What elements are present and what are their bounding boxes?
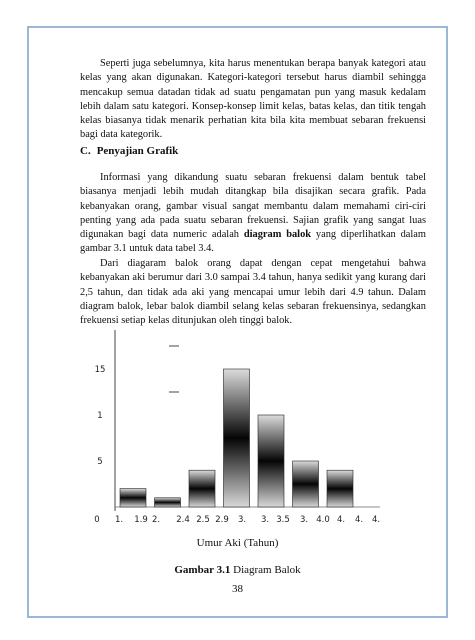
paragraph-2-text: Informasi yang dikandung suatu sebaran frekuensi dalam bentuk tabel biasanya menjadi lebih mudah ditangkap bila disajikan secara grafik. Pada kebanyakan orang, gambar visual sangat membantu dalam memahami ciri-ciri penting yang ada pada suatu sebaran frekuensi. Sajian grafik yang sangat luas digunakan bagi data numeric adalah	[80, 172, 426, 241]
x-tick-label-3: 2.	[151, 515, 161, 525]
section-title: Penyajian Grafik	[96, 145, 179, 157]
paragraph-1	[80, 57, 426, 143]
figure-caption	[0, 564, 475, 576]
paragraph-2-bold: diagram balok	[243, 229, 312, 241]
x-tick-label-5: 2.5	[196, 515, 210, 525]
bar-1.5-1.9	[120, 489, 146, 507]
figure-caption-label: Gambar 3.1	[174, 564, 231, 576]
paragraph-2-end: yang diperlihatkan dalam gambar 3.1 untuk data tabel 3.4.	[80, 229, 426, 255]
page-number: 38	[232, 583, 243, 595]
bar-2.0-2.4	[155, 498, 181, 507]
x-tick-label-13: 4.	[354, 515, 364, 525]
x-axis-title: Umur Aki (Tahun)	[196, 537, 279, 549]
paragraph-3-text: Dari diagaram balok orang dapat dengan cepat mengetahui bahwa kebanyakan aki berumur dari 3.0 sampai 3.4 tahun, hanya sedikit yang kurang dari 2,5 tahun, dan tidak ada aki yang mencapai umur lebih dari 4.9 tahun. Dalam diagram balok, lebar balok diambil selang kelas sebaran frekuensinya, sedangkan frekuensi setiap kelas ditunjukan oleh tinggi balok.	[80, 258, 426, 327]
figure-caption-text: Diagram Balok	[233, 564, 301, 576]
x-tick-label-7: 3.	[237, 515, 247, 525]
bar-4.0-4.4	[293, 461, 319, 507]
y-tick-label-2: 15	[94, 365, 106, 375]
x-tick-label-9: 3.5	[276, 515, 290, 525]
x-tick-label-0: 0	[94, 515, 100, 525]
x-tick-label-12: 4.	[336, 515, 346, 525]
paragraph-3	[80, 257, 426, 328]
paragraph-2	[80, 171, 426, 257]
x-tick-label-6: 2.9	[215, 515, 229, 525]
bar-3.0-3.4	[224, 369, 250, 507]
x-tick-label-10: 3.	[299, 515, 309, 525]
x-tick-label-8: 3.	[260, 515, 270, 525]
x-tick-label-4: 2.4	[176, 515, 190, 525]
section-heading	[80, 145, 178, 157]
bar-3.5-3.9	[258, 415, 284, 507]
y-tick-label-1: 1	[97, 411, 103, 421]
section-number: C.	[80, 145, 91, 157]
x-tick-label-14: 4.	[371, 515, 381, 525]
paragraph-1-text: Seperti juga sebelumnya, kita harus menentukan berapa banyak kategori atau kelas yang akan digunakan. Kategori-kategori tersebut harus diambil sehingga mencakup semua datadan tidak ad suatu pengamatan pun yang masuk kedalam lebih dalam satu kategori. Konsep-konsep limit kelas, batas kelas, dan titik tengah kelas biasanya tidak menarik perhatian kita bila kita membuat sebaran frekuensi bagi data kategorik.	[80, 58, 426, 141]
y-tick-label-0: 5	[97, 457, 103, 467]
bar-chart	[70, 325, 390, 535]
x-tick-label-1: 1.	[114, 515, 124, 525]
x-tick-label-2: 1.9	[134, 515, 148, 525]
bar-4.5-4.9	[327, 470, 353, 507]
x-tick-label-11: 4.0	[316, 515, 330, 525]
bar-2.5-2.9	[189, 470, 215, 507]
